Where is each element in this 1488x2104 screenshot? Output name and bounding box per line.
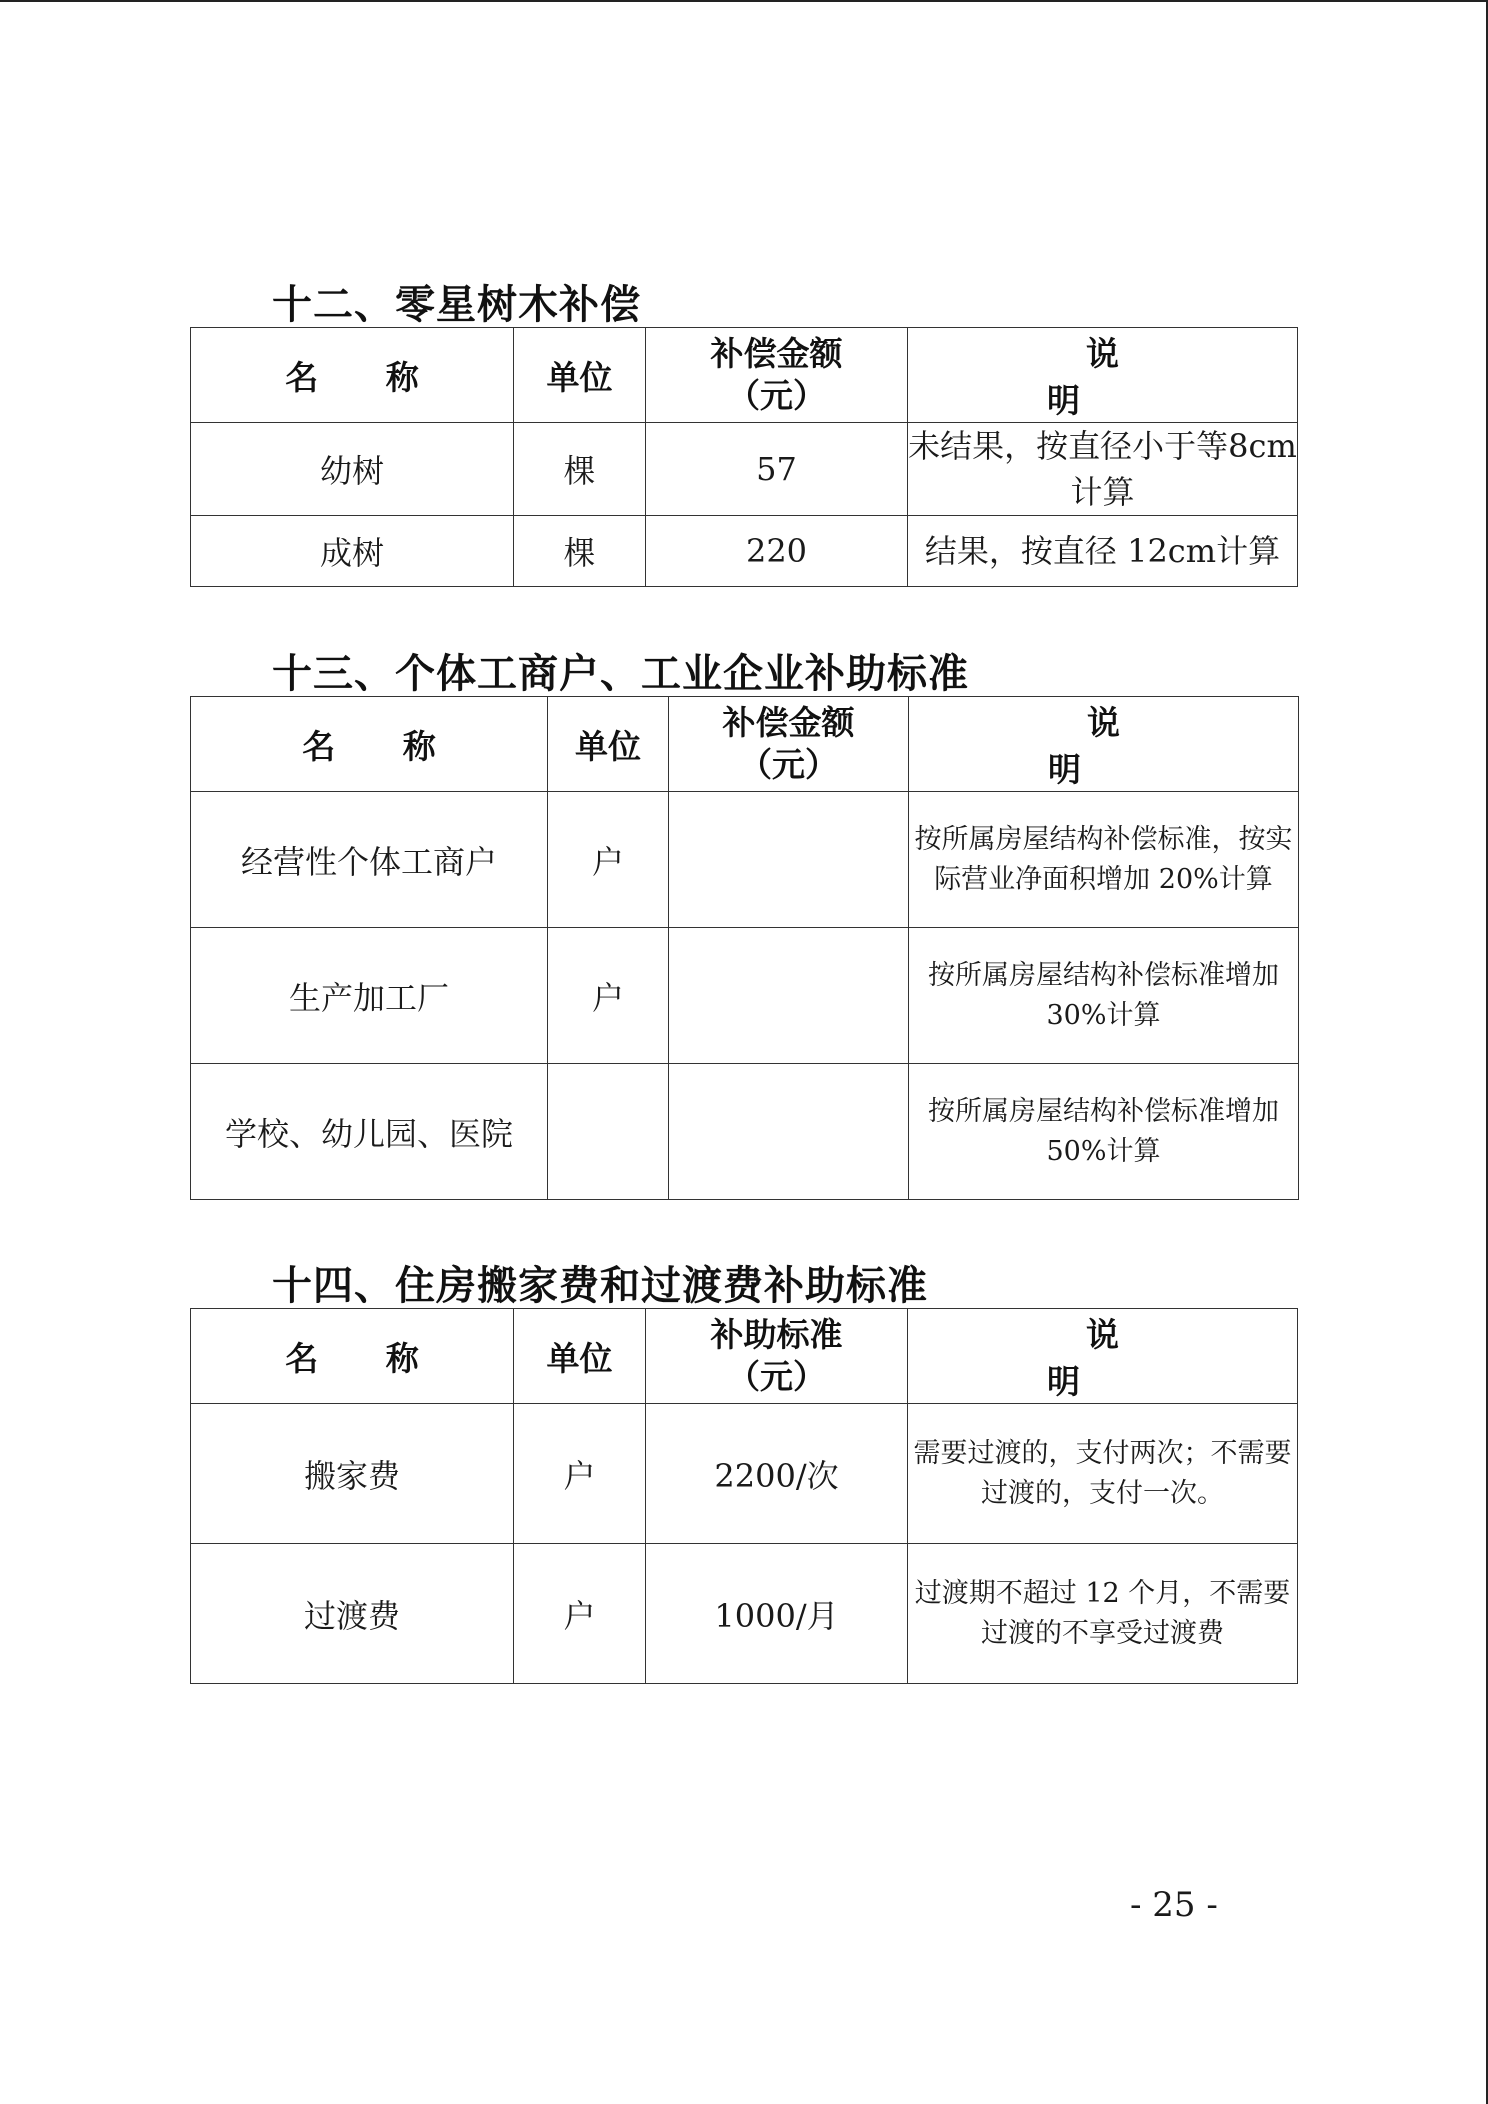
page-number: - 25 - (1130, 1885, 1218, 1925)
header-note: 说 明 (908, 1309, 1298, 1404)
table-row (191, 928, 1299, 1064)
table-row (191, 1544, 1298, 1684)
section-title-14: 十四、住房搬家费和过渡费补助标准 (272, 1263, 928, 1309)
cell-amount: 2200/次 (646, 1404, 908, 1544)
table-row (191, 792, 1299, 928)
cell-unit: 户 (548, 792, 669, 928)
table-row (191, 1404, 1298, 1544)
cell-note: 未结果，按直径小于等8cm计算 (908, 423, 1298, 516)
table-header-row (191, 1309, 1298, 1404)
table-business-subsidy (190, 696, 1299, 1200)
cell-unit: 户 (514, 1404, 646, 1544)
cell-name: 搬家费 (191, 1404, 514, 1544)
cell-amount: 1000/月 (646, 1544, 908, 1684)
page-border-top (0, 0, 1488, 2)
table-row (191, 516, 1298, 587)
cell-unit (548, 1064, 669, 1200)
table-tree-compensation (190, 327, 1298, 587)
cell-amount (669, 792, 909, 928)
header-note: 说 明 (909, 697, 1299, 792)
header-name: 名 称 (191, 328, 514, 423)
table-moving-subsidy (190, 1308, 1298, 1684)
cell-unit: 棵 (514, 423, 646, 516)
cell-note: 过渡期不超过 12 个月，不需要过渡的不享受过渡费 (908, 1544, 1298, 1684)
cell-name: 经营性个体工商户 (191, 792, 548, 928)
section-title-13: 十三、个体工商户、工业企业补助标准 (272, 651, 969, 697)
header-note: 说 明 (908, 328, 1298, 423)
header-amount: 补偿金额 （元） (669, 697, 909, 792)
cell-note: 按所属房屋结构补偿标准，按实际营业净面积增加 20%计算 (909, 792, 1299, 928)
header-name: 名 称 (191, 697, 548, 792)
header-amount: 补偿金额 （元） (646, 328, 908, 423)
header-unit: 单位 (548, 697, 669, 792)
cell-name: 生产加工厂 (191, 928, 548, 1064)
cell-note: 需要过渡的，支付两次；不需要过渡的，支付一次。 (908, 1404, 1298, 1544)
cell-note: 结果，按直径 12cm计算 (908, 516, 1298, 587)
header-unit: 单位 (514, 328, 646, 423)
cell-note: 按所属房屋结构补偿标准增加 50%计算 (909, 1064, 1299, 1200)
cell-unit: 棵 (514, 516, 646, 587)
cell-name: 过渡费 (191, 1544, 514, 1684)
cell-name: 幼树 (191, 423, 514, 516)
cell-amount (669, 928, 909, 1064)
cell-unit: 户 (548, 928, 669, 1064)
cell-amount (669, 1064, 909, 1200)
table-row (191, 423, 1298, 516)
cell-name: 学校、幼儿园、医院 (191, 1064, 548, 1200)
table-header-row (191, 328, 1298, 423)
cell-name: 成树 (191, 516, 514, 587)
table-row (191, 1064, 1299, 1200)
section-title-12: 十二、零星树木补偿 (272, 282, 641, 328)
cell-note: 按所属房屋结构补偿标准增加 30%计算 (909, 928, 1299, 1064)
cell-amount: 220 (646, 516, 908, 587)
table-header-row (191, 697, 1299, 792)
cell-amount: 57 (646, 423, 908, 516)
header-name: 名 称 (191, 1309, 514, 1404)
header-amount: 补助标准 （元） (646, 1309, 908, 1404)
header-unit: 单位 (514, 1309, 646, 1404)
cell-unit: 户 (514, 1544, 646, 1684)
